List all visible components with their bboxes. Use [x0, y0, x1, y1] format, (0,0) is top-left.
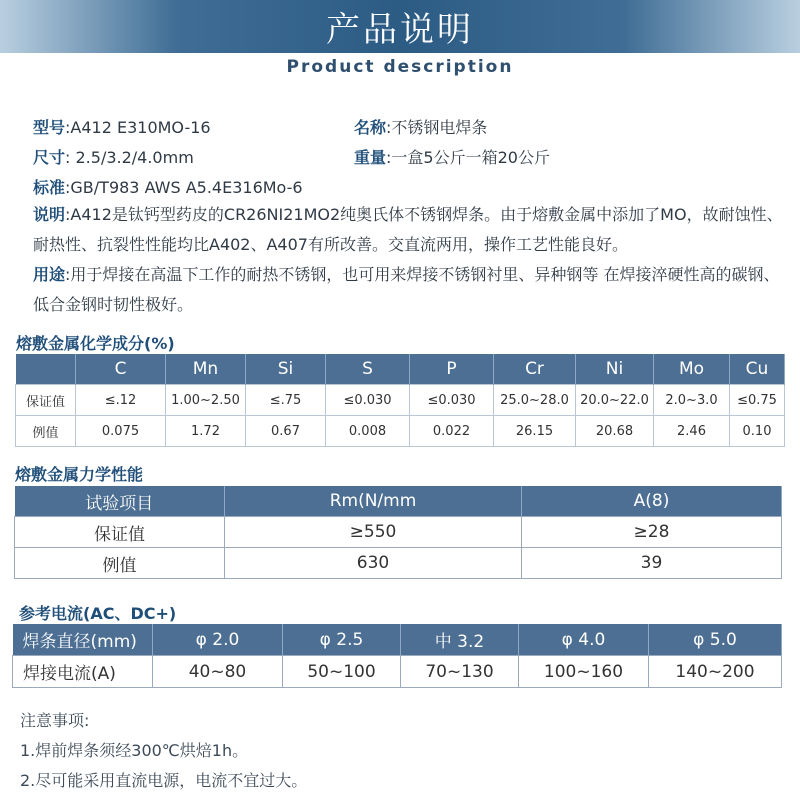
chem-header-cell: Ni — [576, 354, 654, 385]
table-cell: 100~160 — [519, 656, 649, 688]
table-cell: 0.075 — [76, 416, 166, 447]
table-cell: ≤.12 — [76, 385, 166, 416]
table-cell: 0.008 — [326, 416, 410, 447]
info-description — [33, 200, 793, 260]
mech-section-title: 熔敷金属力学性能 — [15, 465, 144, 484]
standard-label: 标准 — [33, 178, 66, 197]
current-header-row — [13, 624, 782, 656]
chem-header-cell: Mo — [654, 354, 730, 385]
current-header-cell: 中 3.2 — [401, 624, 519, 656]
name-label: 名称 — [354, 118, 387, 137]
table-cell: ≥550 — [225, 517, 522, 548]
current-header-cell: φ 2.0 — [153, 624, 283, 656]
current-section-title: 参考电流(AC、DC+) — [19, 604, 177, 623]
table-cell: 1.72 — [166, 416, 246, 447]
usage-value: :用于焊接在高温下工作的耐热不锈钢，也可用来焊接不锈钢衬里、异种钢等 在焊接淬硬性高的碳钢、低合金钢时韧性极好。 — [33, 265, 780, 314]
table-cell: ≤.75 — [246, 385, 326, 416]
info-model — [33, 115, 211, 138]
mech-table — [14, 486, 782, 579]
table-cell: 39 — [522, 548, 782, 579]
weight-label: 重量 — [354, 148, 387, 167]
weight-value: :一盒5公斤一箱20公斤 — [386, 148, 550, 167]
info-standard — [33, 175, 303, 198]
title-banner — [0, 0, 800, 53]
table-cell: 0.67 — [246, 416, 326, 447]
table-cell: ≥28 — [522, 517, 782, 548]
note-item: 1.焊前焊条须经300℃烘焙1h。 — [20, 741, 249, 760]
mech-header-cell: 试验项目 — [15, 486, 225, 517]
table-cell: 0.022 — [410, 416, 494, 447]
standard-value: :GB/T983 AWS A5.4E316Mo-6 — [65, 178, 303, 197]
table-cell: 26.15 — [494, 416, 576, 447]
table-cell: 70~130 — [401, 656, 519, 688]
page-title: 产品说明 — [326, 10, 474, 50]
table-cell: 2.0~3.0 — [654, 385, 730, 416]
chem-header-cell: Si — [246, 354, 326, 385]
table-cell: 例值 — [15, 548, 225, 579]
chem-table — [15, 354, 785, 447]
info-weight — [354, 145, 550, 168]
chem-header-cell: C — [76, 354, 166, 385]
table-row — [15, 548, 782, 579]
table-cell: 25.0~28.0 — [494, 385, 576, 416]
current-header-cell: 焊条直径(mm) — [13, 624, 153, 656]
size-value: : 2.5/3.2/4.0mm — [65, 148, 194, 167]
chem-header-cell: S — [326, 354, 410, 385]
table-cell: 保证值 — [15, 517, 225, 548]
table-cell: 140~200 — [649, 656, 782, 688]
note-item: 2.尽可能采用直流电源，电流不宜过大。 — [20, 771, 308, 790]
name-value: :不锈钢电焊条 — [386, 118, 488, 137]
table-cell: 630 — [225, 548, 522, 579]
chem-header-cell — [16, 354, 76, 385]
current-header-cell: φ 5.0 — [649, 624, 782, 656]
info-size — [33, 145, 194, 168]
table-cell: ≤0.030 — [326, 385, 410, 416]
info-name — [354, 115, 487, 138]
table-cell: 保证值 — [16, 385, 76, 416]
info-usage — [33, 260, 793, 320]
notes-title: 注意事项: — [20, 711, 90, 730]
chem-section-title: 熔敷金属化学成分(%) — [16, 334, 175, 353]
current-header-cell: φ 4.0 — [519, 624, 649, 656]
current-table — [12, 624, 782, 688]
page-subtitle: Product description — [286, 57, 514, 77]
table-cell: 例值 — [16, 416, 76, 447]
chem-header-cell: P — [410, 354, 494, 385]
chem-header-cell: Cu — [730, 354, 785, 385]
current-header-cell: φ 2.5 — [283, 624, 401, 656]
table-row — [16, 385, 785, 416]
table-cell: 2.46 — [654, 416, 730, 447]
chem-header-cell: Cr — [494, 354, 576, 385]
table-row — [16, 416, 785, 447]
size-label: 尺寸 — [33, 148, 66, 167]
table-row — [13, 656, 782, 688]
description-value: :A412是钛钙型药皮的CR26NI21MO2纯奥氏体不锈钢焊条。由于熔敷金属中添加了MO，故耐蚀性、耐热性、抗裂性性能均比A402、A407有所改善。交直流两用，操作工艺性能良好。 — [33, 205, 783, 254]
model-value: :A412 E310MO-16 — [65, 118, 211, 137]
table-cell: 50~100 — [283, 656, 401, 688]
chem-header-row — [16, 354, 785, 385]
table-cell: 1.00~2.50 — [166, 385, 246, 416]
usage-label: 用途 — [33, 265, 66, 284]
table-cell: 40~80 — [153, 656, 283, 688]
mech-header-row — [15, 486, 782, 517]
table-cell: 0.10 — [730, 416, 785, 447]
table-cell: 20.0~22.0 — [576, 385, 654, 416]
model-label: 型号 — [33, 118, 66, 137]
table-cell: ≤0.030 — [410, 385, 494, 416]
mech-header-cell: Rm(N/mm — [225, 486, 522, 517]
table-cell: 20.68 — [576, 416, 654, 447]
table-row — [15, 517, 782, 548]
mech-header-cell: A(8) — [522, 486, 782, 517]
chem-header-cell: Mn — [166, 354, 246, 385]
table-cell: 焊接电流(A) — [13, 656, 153, 688]
table-cell: ≤0.75 — [730, 385, 785, 416]
description-label: 说明 — [33, 205, 66, 224]
